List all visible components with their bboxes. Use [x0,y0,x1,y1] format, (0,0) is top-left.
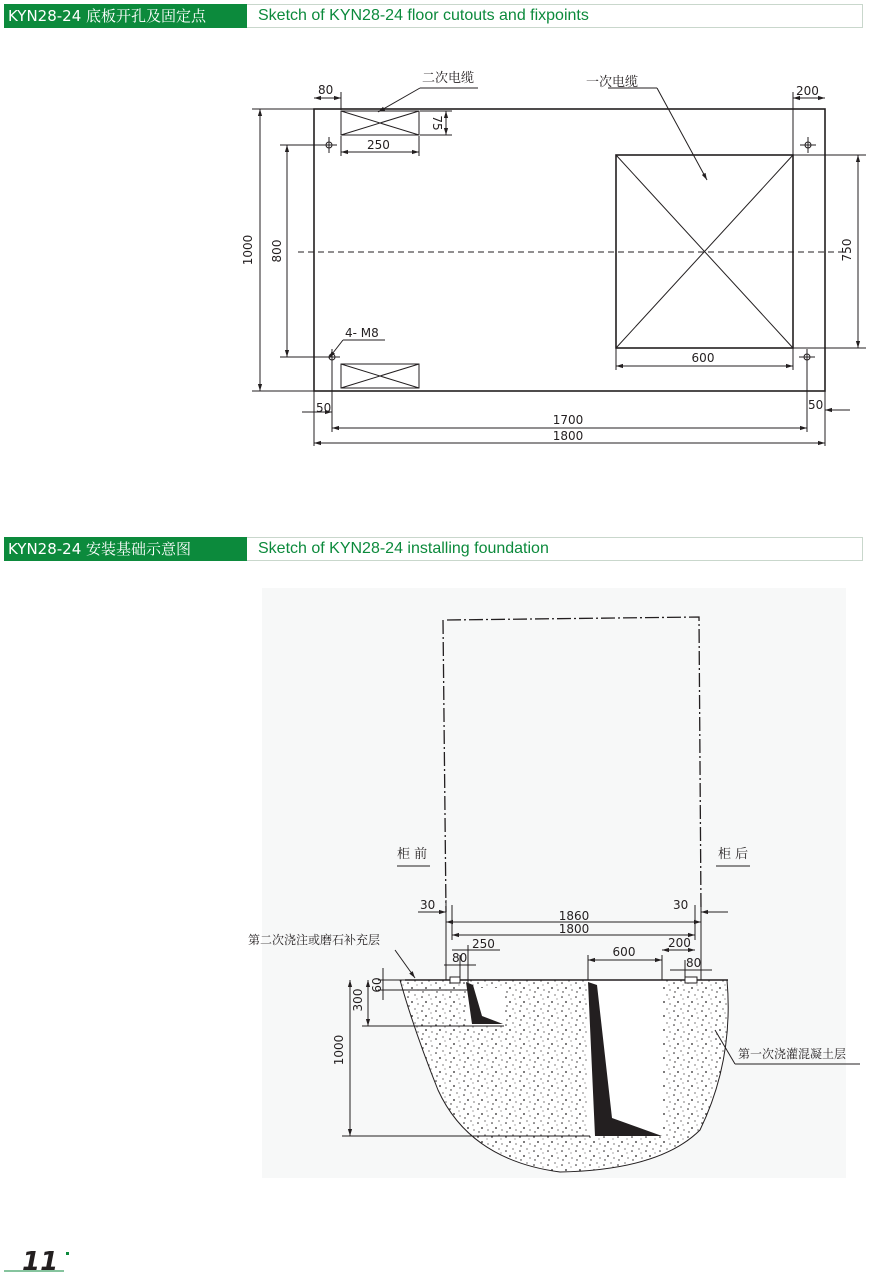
dim-800: 800 [270,239,284,263]
dim-600: 600 [691,351,715,365]
dim-1800: 1800 [558,922,590,936]
dim-50-left: 50 [316,401,332,415]
dim-750: 750 [840,238,854,262]
dim-30-right: 30 [673,898,689,912]
dim-30-left: 30 [420,898,436,912]
dim-250: 250 [367,138,390,152]
dim-50-right: 50 [808,398,824,412]
section-title-cn: KYN28-24 安装基础示意图 [4,537,247,561]
section-title-en: Sketch of KYN28-24 installing foundation [247,537,863,561]
dim-60: 60 [370,977,384,993]
cabinet-rear-label: 柜 后 [718,847,749,862]
bolt-label: 4- M8 [345,326,379,340]
secondary-cable-label: 二次电缆 [422,71,475,86]
cabinet-front-label: 柜 前 [397,847,428,862]
dim-1000: 1000 [241,234,255,266]
dim-1860: 1860 [558,909,590,923]
dim-1800: 1800 [552,429,584,443]
dim-75: 75 [430,115,444,131]
dim-80-right: 80 [686,956,702,970]
second-pour-label: 第二次浇注或磨石补充层 [248,933,381,947]
page-number-text: 11 [22,1247,59,1277]
section-title-cn: KYN28-24 底板开孔及固定点 [4,4,247,28]
dim-250: 250 [472,937,495,951]
dim-80-left: 80 [452,951,468,965]
dim-200: 200 [796,84,819,98]
first-pour-label: 第一次浇灌混凝土层 [738,1047,847,1061]
dim-1700: 1700 [552,413,584,427]
dim-1000: 1000 [332,1034,346,1066]
section-title-en: Sketch of KYN28-24 floor cutouts and fixpoints [247,4,863,28]
page-number [4,1244,74,1276]
dim-600: 600 [612,945,636,959]
dim-80: 80 [318,83,334,97]
dim-300: 300 [351,988,365,1012]
dim-200: 200 [668,936,691,950]
primary-cable-label: 一次电缆 [586,75,639,90]
